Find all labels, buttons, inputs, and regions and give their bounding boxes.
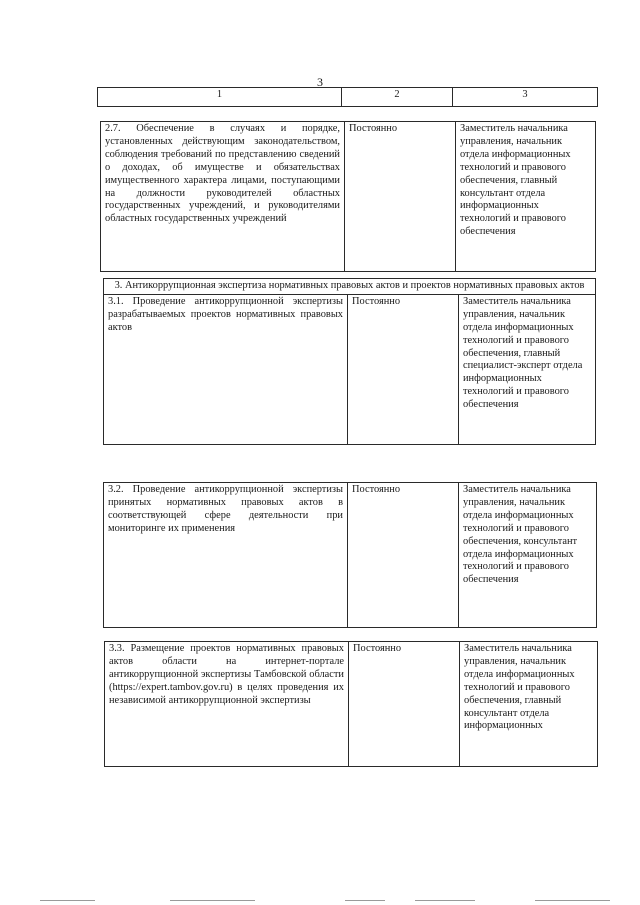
measure-cell: 3.2. Проведение антикоррупционной экспертизы принятых нормативных правовых актов в соответствующей сфере деятельности при мониторинге их применения — [104, 483, 348, 628]
scan-artifact — [345, 900, 385, 901]
responsible-cell: Заместитель начальника управления, начальник отдела информационных технологий и правового обеспечения, главный специалист-эксперт отдела информационных технологий и правового обеспечения — [459, 294, 596, 444]
table-row — [104, 483, 597, 628]
header-col-1: 1 — [98, 88, 342, 107]
term-cell: Постоянно — [349, 642, 460, 767]
term-cell: Постоянно — [345, 122, 456, 272]
scan-artifact — [415, 900, 475, 901]
header-col-2: 2 — [342, 88, 453, 107]
table-header — [97, 87, 598, 107]
scan-artifact — [535, 900, 610, 901]
table-block-2-7 — [100, 121, 596, 272]
responsible-cell: Заместитель начальника управления, начальник отдела информационных технологий и правового обеспечения, консультант отдела информационных технологий и правового обеспечения — [459, 483, 597, 628]
term-cell: Постоянно — [348, 294, 459, 444]
table-row — [101, 122, 596, 272]
measure-cell: 3.1. Проведение антикоррупционной экспертизы разрабатываемых проектов нормативных правовых актов — [104, 294, 348, 444]
term-cell: Постоянно — [348, 483, 459, 628]
header-col-3: 3 — [453, 88, 598, 107]
table-row — [104, 294, 596, 444]
table-block-3-2 — [103, 482, 597, 628]
responsible-cell: Заместитель начальника управления, начальник отдела информационных технологий и правового обеспечения, главный консультант отдела информационных — [460, 642, 598, 767]
table-row — [105, 642, 598, 767]
scan-artifact — [40, 900, 95, 901]
table-block-section-3 — [103, 278, 596, 445]
measure-cell: 3.3. Размещение проектов нормативных правовых актов области на интернет-портале антикоррупционной экспертизы Тамбовской области (https://expert.tambov.gov.ru) в целях проведения их независимой антикоррупционной экспертизы — [105, 642, 349, 767]
table-block-3-3 — [104, 641, 598, 767]
page-number: 3 — [317, 75, 323, 89]
scan-artifact — [170, 900, 255, 901]
responsible-cell: Заместитель начальника управления, начальник отдела информационных технологий и правового обеспечения, главный консультант отдела информационных технологий и правового обеспечения — [456, 122, 596, 272]
measure-cell: 2.7. Обеспечение в случаях и порядке, установленных действующим законодательством, соблюдения требований по представлению сведений о доходах, об имуществе и обязательствах имущественного характера лицами, поступающими на должности руководителей областных государственных учреждений, и руководителями областных государственных учреждений — [101, 122, 345, 272]
section-title: 3. Антикоррупционная экспертиза нормативных правовых актов и проектов нормативных правовых актов — [104, 279, 596, 295]
